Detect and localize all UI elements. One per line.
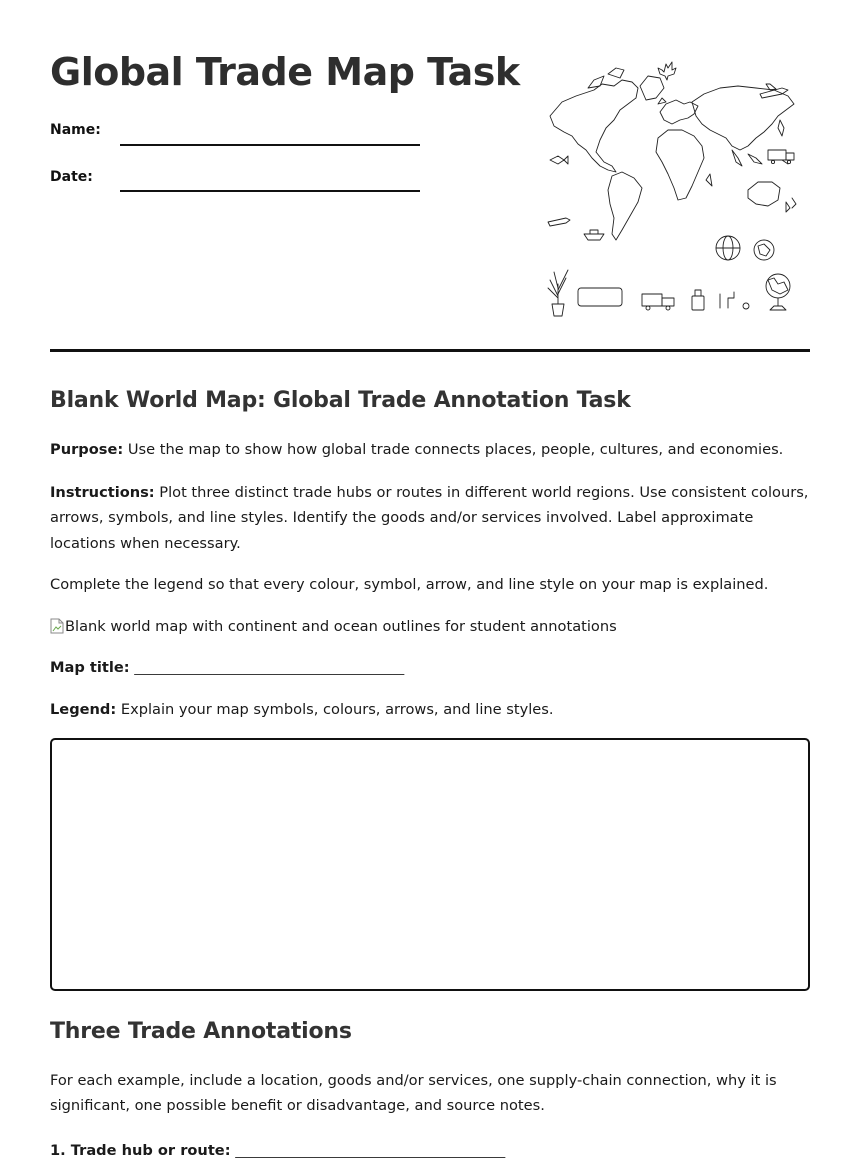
- instructions-label: Instructions:: [50, 484, 155, 501]
- purpose-paragraph: [50, 437, 810, 463]
- name-label: Name:: [50, 122, 101, 138]
- trade-hub-1-line[interactable]: [50, 1138, 810, 1164]
- map-title-line[interactable]: [50, 655, 810, 682]
- legend-label: Legend:: [50, 701, 116, 718]
- legend-box[interactable]: [50, 738, 810, 991]
- date-field-line[interactable]: [120, 190, 420, 192]
- instructions-paragraph: [50, 480, 810, 557]
- world-map-alt-text: Blank world map with continent and ocean outlines for student annotations: [65, 618, 617, 635]
- worksheet-header: [50, 0, 810, 352]
- page-title: Global Trade Map Task: [50, 50, 520, 94]
- header-divider: [50, 349, 810, 352]
- map-title-blank: _____________________________________________: [134, 661, 404, 675]
- section-heading-map: Blank World Map: Global Trade Annotation Task: [50, 388, 810, 413]
- broken-image-icon: [50, 618, 64, 634]
- world-map-image: [50, 614, 810, 639]
- trade-hub-1-label: 1. Trade hub or route:: [50, 1142, 231, 1159]
- legend-text: Explain your map symbols, colours, arrows, and line styles.: [116, 701, 553, 718]
- purpose-label: Purpose:: [50, 441, 123, 458]
- name-field-line[interactable]: [120, 144, 420, 146]
- instructions-text: Plot three distinct trade hubs or routes in different world regions. Use consistent colours, arrows, symbols, and line styles. Identify the goods and/or services involved. Label approximate locations when necessary.: [50, 484, 808, 552]
- date-label: Date:: [50, 169, 93, 185]
- legend-paragraph: [50, 697, 810, 723]
- worksheet-body: [50, 388, 810, 1164]
- legend-instruction: Complete the legend so that every colour, symbol, arrow, and line style on your map is explained.: [50, 572, 810, 598]
- world-map-clipart-icon: [542, 58, 812, 320]
- section-heading-annotations: Three Trade Annotations: [50, 1019, 810, 1044]
- purpose-text: Use the map to show how global trade connects places, people, cultures, and economies.: [123, 441, 783, 458]
- trade-hub-1-blank: _____________________________________________: [235, 1144, 505, 1158]
- annotations-intro: For each example, include a location, goods and/or services, one supply-chain connection, why it is significant, one possible benefit or disadvantage, and source notes.: [50, 1068, 810, 1119]
- map-title-label: Map title:: [50, 659, 130, 676]
